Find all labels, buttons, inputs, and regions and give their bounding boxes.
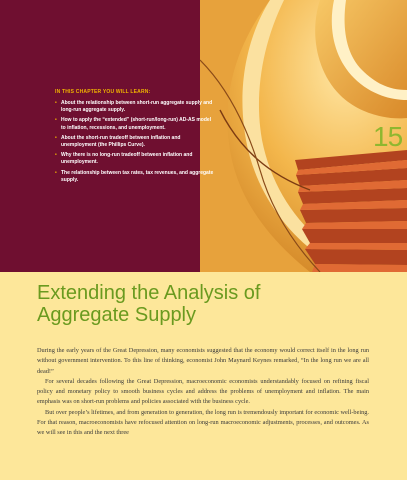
learning-objectives [55,89,215,187]
learning-objective: • About the short-run tradeoff between inflation and unemployment (the Phillips Curve). [55,135,215,149]
body-paragraph: But over people’s lifetimes, and from generation to generation, the long run is tremendously important for economic well-being. For that reason, macroeconomists have refocused attention on long-run macroeconomic adjustments, processes, and outcomes. As we will see in this and the next three [37,408,369,437]
learning-objective: • How to apply the “extended” (short-run/long-run) AD-AS model to inflation, recessions, and unemployment. [55,117,215,131]
learning-objectives-list [55,100,215,184]
learning-objectives-heading: IN THIS CHAPTER YOU WILL LEARN: [55,89,151,95]
chapter-number: 15 [373,121,403,152]
body-paragraph: For several decades following the Great Depression, macroeconomic economists understandably focused on refining fiscal policy and monetary policy to smooth business cycles and address the problems of unemployment and inflation. The main emphasis was on short-run problems and policies associated with the business cycle. [37,377,369,406]
learning-objective: • Why there is no long-run tradeoff between inflation and unemployment. [55,152,215,166]
chapter-title-line-1: Extending the Analysis of [37,282,261,304]
chapter-title-line-2: Aggregate Supply [37,304,197,326]
learning-objective: • About the relationship between short-run aggregate supply and long-run aggregate supply. [55,100,215,114]
chapter-title [37,282,377,326]
chapter-body [37,346,369,439]
body-paragraph: During the early years of the Great Depression, many economists suggested that the economy would correct itself in the long run without government intervention. To this line of thinking, economist John Maynard Keynes remarked, “In the long run we are all dead!” [37,347,369,375]
learning-objective: • The relationship between tax rates, tax revenues, and aggregate supply. [55,170,215,184]
